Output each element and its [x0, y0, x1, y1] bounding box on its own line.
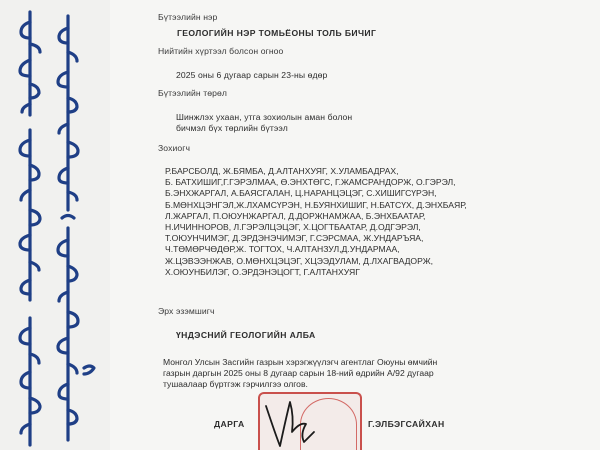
- authors-line: Б.ЭНХЖАРГАЛ, А.БАЯСГАЛАН, Ц.НАРАНЦЭЦЭГ, С.ХИШИГСҮРЭН,: [165, 188, 437, 199]
- authors-line: Ж.ЦЭВЭЭНЖАВ, О.МӨНХЦЭЦЭГ, ХЦЭЭДУЛАМ, Д.ЛХАГВАДОРЖ,: [165, 255, 434, 266]
- mongolian-script-strip: [0, 0, 110, 450]
- work-title-label: Бүтээлийн нэр: [158, 12, 218, 22]
- authors-line: Б. БАТХИШИГ,Г.ГЭРЭЛМАА, Ө.ЭНХТӨГС, Г.ЖАМСРАНДОРЖ, О.ГЭРЭЛ,: [165, 177, 456, 188]
- authors-line: Т.ОЮУНЧИМЭГ, Д.ЭРДЭНЭЧИМЭГ, Г.СЭРСМАА, Ж.УНДАРЪЯА,: [165, 233, 424, 244]
- authors-line: Л.ЖАРГАЛ, П.ОЮУНЖАРГАЛ, Д.ДОРЖНАМЖАА, Б.ЭНХБААТАР,: [165, 210, 426, 221]
- work-title: ГЕОЛОГИЙН НЭР ТОМЬЁОНЫ ТОЛЬ БИЧИГ: [177, 28, 377, 38]
- signatory-name: Г.ЭЛБЭГСАЙХАН: [368, 419, 445, 429]
- signature-image: [262, 396, 322, 450]
- signatory-title: ДАРГА: [214, 419, 245, 429]
- notice-line: тушаалаар бүртгэж гэрчилгээ олгов.: [163, 379, 308, 389]
- rights-holder: ҮНДЭСНИЙ ГЕОЛОГИЙН АЛБА: [176, 330, 316, 340]
- authors-line: Б.МӨНХЦЭНГЭЛ,Ж.ЛХАМСҮРЭН, Н.БУЯНХИШИГ, Н.БАТСҮХ, Д.ЭНХБАЯР,: [165, 199, 467, 210]
- notice-line: Монгол Улсын Засгийн газрын хэрэгжүүлэгч агентлаг Оюуны өмчийн: [163, 357, 438, 367]
- publication-label: Нийтийн хүртээл болсон огноо: [158, 46, 284, 56]
- notice-line: газрын даргын 2025 оны 8 дугаар сарын 18-ний өдрийн А/92 дугаар: [163, 368, 434, 378]
- authors-line: Ч.ТӨМӨРЧӨДӨР,Ж. ТОГТОХ, Ч.АЛТАНЗУЛ,Д.УНДАРМАА,: [165, 244, 400, 255]
- author-label: Зохиогч: [158, 143, 191, 153]
- rights-holder-label: Эрх эзэмшигч: [158, 306, 215, 316]
- mongolian-script-decoration: [0, 0, 110, 450]
- authors-list: [165, 166, 467, 278]
- work-type-label: Бүтээлийн төрөл: [158, 88, 227, 98]
- authors-line: Р.БАРСБОЛД, Ж.БЯМБА, Д.АЛТАНХУЯГ, Х.УЛАМБАДРАХ,: [165, 166, 399, 176]
- registration-notice: [163, 357, 437, 390]
- work-type-line-1: Шинжлэх ухаан, утга зохиолын аман болон: [176, 112, 353, 122]
- authors-line: Н.ИЧИННОРОВ, Л.ГЭРЭЛЦЭЦЭГ, Х.ЦОГТБААТАР, Д.ОДГЭРЭЛ,: [165, 222, 421, 233]
- publication-date: 2025 оны 6 дугаар сарын 23-ны өдөр: [176, 70, 328, 80]
- authors-line: Х.ОЮУНБИЛЭГ, О.ЭРДЭНЭЦОГТ, Г.АЛТАНХУЯГ: [165, 266, 360, 277]
- work-type-line-2: бичмэл бүх төрлийн бүтээл: [176, 123, 288, 133]
